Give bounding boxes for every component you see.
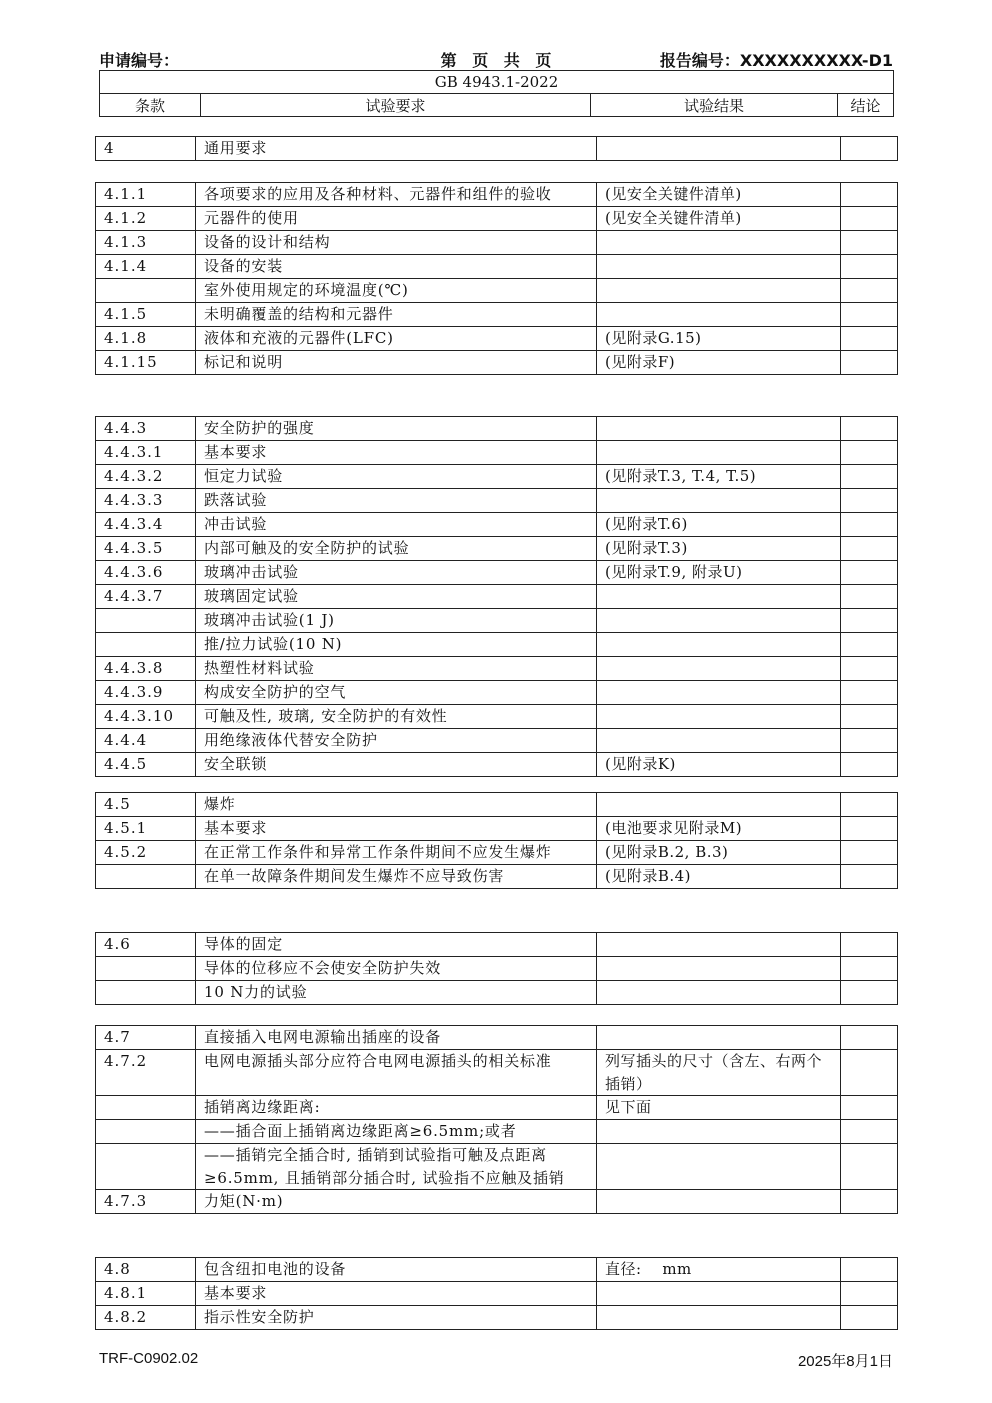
verdict-cell: [841, 633, 898, 657]
table-row: [96, 279, 898, 303]
verdict-cell: [841, 793, 898, 817]
verdict-cell: [841, 231, 898, 255]
clause-cell: 4.7.2: [96, 1050, 196, 1096]
clause-cell: 4.1.1: [96, 183, 196, 207]
verdict-cell: [841, 279, 898, 303]
requirement-cell: 指示性安全防护: [196, 1306, 597, 1330]
result-cell: [597, 657, 841, 681]
clause-cell: 4.7: [96, 1026, 196, 1050]
table-row: [96, 865, 898, 889]
result-cell: [597, 981, 841, 1005]
clause-cell: 4.6: [96, 933, 196, 957]
table-row: [96, 231, 898, 255]
table-row: [96, 489, 898, 513]
clause-cell: 4.1.3: [96, 231, 196, 255]
column-header-requirement: 试验要求: [201, 94, 591, 117]
result-cell: (见附录B.4): [597, 865, 841, 889]
verdict-cell: [841, 1144, 898, 1190]
verdict-cell: [841, 841, 898, 865]
result-cell: (见附录T.3): [597, 537, 841, 561]
table-row: [96, 609, 898, 633]
clause-cell: 4.4.3.6: [96, 561, 196, 585]
clause-cell: 4.4.3.5: [96, 537, 196, 561]
result-cell: [597, 441, 841, 465]
result-cell: 见下面: [597, 1096, 841, 1120]
table-row: [96, 729, 898, 753]
verdict-cell: [841, 207, 898, 231]
result-cell: (见附录T.3, T.4, T.5): [597, 465, 841, 489]
verdict-cell: [841, 705, 898, 729]
verdict-cell: [841, 609, 898, 633]
requirement-cell: 冲击试验: [196, 513, 597, 537]
requirement-cell: 推/拉力试验(10 N): [196, 633, 597, 657]
clause-cell: 4.4.3.1: [96, 441, 196, 465]
table-row: [96, 417, 898, 441]
requirement-cell: ——插销完全插合时, 插销到试验指可触及点距离≥6.5mm, 且插销部分插合时, 试验指不应触及插销: [196, 1144, 597, 1190]
table-row: [96, 1144, 898, 1190]
requirement-cell: 导体的位移应不会使安全防护失效: [196, 957, 597, 981]
standard-number: GB 4943.1-2022: [100, 71, 894, 94]
result-cell: [597, 609, 841, 633]
verdict-cell: [841, 1120, 898, 1144]
table-row: [96, 303, 898, 327]
table-row: [96, 817, 898, 841]
column-header-verdict: 结论: [838, 94, 894, 117]
requirement-cell: 直接插入电网电源输出插座的设备: [196, 1026, 597, 1050]
verdict-cell: [841, 137, 898, 161]
result-cell: [597, 729, 841, 753]
clause-cell: 4.1.2: [96, 207, 196, 231]
verdict-cell: [841, 681, 898, 705]
clause-cell: 4.4.3.8: [96, 657, 196, 681]
result-cell: [597, 1144, 841, 1190]
result-cell: [597, 417, 841, 441]
requirement-cell: 内部可触及的安全防护的试验: [196, 537, 597, 561]
section-table: [95, 416, 898, 777]
section-table: [95, 792, 898, 889]
requirement-cell: 安全联锁: [196, 753, 597, 777]
clause-cell: 4.5.2: [96, 841, 196, 865]
table-row: [96, 137, 898, 161]
requirement-cell: 玻璃冲击试验(1 J): [196, 609, 597, 633]
clause-cell: 4.1.5: [96, 303, 196, 327]
table-row: [96, 183, 898, 207]
verdict-cell: [841, 441, 898, 465]
clause-cell: 4.5: [96, 793, 196, 817]
verdict-cell: [841, 1026, 898, 1050]
result-cell: [597, 231, 841, 255]
clause-cell: [96, 957, 196, 981]
verdict-cell: [841, 957, 898, 981]
result-cell: [597, 681, 841, 705]
requirement-cell: 跌落试验: [196, 489, 597, 513]
table-row: [96, 513, 898, 537]
verdict-cell: [841, 981, 898, 1005]
table-row: [96, 1258, 898, 1282]
requirement-cell: 液体和充液的元器件(LFC): [196, 327, 597, 351]
table-row: [96, 957, 898, 981]
verdict-cell: [841, 817, 898, 841]
clause-cell: 4.4.3.7: [96, 585, 196, 609]
table-row: [96, 681, 898, 705]
requirement-cell: 导体的固定: [196, 933, 597, 957]
result-cell: [597, 303, 841, 327]
requirement-cell: 10 N力的试验: [196, 981, 597, 1005]
clause-cell: [96, 633, 196, 657]
requirement-cell: 玻璃固定试验: [196, 585, 597, 609]
requirement-cell: 通用要求: [196, 137, 597, 161]
clause-cell: [96, 981, 196, 1005]
clause-cell: 4.7.3: [96, 1190, 196, 1214]
table-row: [96, 705, 898, 729]
clause-cell: [96, 1096, 196, 1120]
result-cell: (见附录G.15): [597, 327, 841, 351]
table-row: [96, 1026, 898, 1050]
table-row: [96, 981, 898, 1005]
verdict-cell: [841, 183, 898, 207]
requirement-cell: 在正常工作条件和异常工作条件期间不应发生爆炸: [196, 841, 597, 865]
clause-cell: 4.4.4: [96, 729, 196, 753]
clause-cell: 4: [96, 137, 196, 161]
verdict-cell: [841, 1050, 898, 1096]
table-row: [96, 633, 898, 657]
requirement-cell: 元器件的使用: [196, 207, 597, 231]
verdict-cell: [841, 561, 898, 585]
result-cell: 列写插头的尺寸（含左、右两个插销）: [597, 1050, 841, 1096]
requirement-cell: 安全防护的强度: [196, 417, 597, 441]
verdict-cell: [841, 657, 898, 681]
form-code: TRF-C0902.02: [99, 1350, 199, 1367]
clause-cell: 4.1.4: [96, 255, 196, 279]
table-row: [96, 441, 898, 465]
verdict-cell: [841, 933, 898, 957]
clause-cell: 4.8: [96, 1258, 196, 1282]
requirement-cell: 设备的安装: [196, 255, 597, 279]
section-table: [95, 1025, 898, 1214]
result-cell: [597, 793, 841, 817]
column-header-clause: 条款: [100, 94, 201, 117]
result-cell: [597, 137, 841, 161]
verdict-cell: [841, 1096, 898, 1120]
table-row: [96, 1282, 898, 1306]
table-row: [96, 1306, 898, 1330]
result-cell: [597, 1282, 841, 1306]
clause-cell: 4.8.1: [96, 1282, 196, 1306]
table-row: [96, 1096, 898, 1120]
table-header: [99, 70, 894, 117]
requirement-cell: 包含纽扣电池的设备: [196, 1258, 597, 1282]
table-row: [96, 465, 898, 489]
requirement-cell: 基本要求: [196, 817, 597, 841]
section-table: [95, 182, 898, 375]
requirement-cell: 构成安全防护的空气: [196, 681, 597, 705]
result-cell: (电池要求见附录M): [597, 817, 841, 841]
result-cell: [597, 633, 841, 657]
verdict-cell: [841, 465, 898, 489]
table-row: [96, 933, 898, 957]
requirement-cell: 在单一故障条件期间发生爆炸不应导致伤害: [196, 865, 597, 889]
clause-cell: [96, 865, 196, 889]
verdict-cell: [841, 327, 898, 351]
verdict-cell: [841, 513, 898, 537]
result-cell: (见附录K): [597, 753, 841, 777]
verdict-cell: [841, 351, 898, 375]
result-cell: [597, 957, 841, 981]
table-row: [96, 793, 898, 817]
verdict-cell: [841, 1282, 898, 1306]
result-cell: 直径: mm: [597, 1258, 841, 1282]
requirement-cell: 基本要求: [196, 441, 597, 465]
result-cell: [597, 279, 841, 303]
requirement-cell: 力矩(N·m): [196, 1190, 597, 1214]
section-table: [95, 136, 898, 161]
requirement-cell: 室外使用规定的环境温度(℃): [196, 279, 597, 303]
verdict-cell: [841, 489, 898, 513]
requirement-cell: 各项要求的应用及各种材料、元器件和组件的验收: [196, 183, 597, 207]
requirement-cell: 可触及性, 玻璃, 安全防护的有效性: [196, 705, 597, 729]
verdict-cell: [841, 1190, 898, 1214]
result-cell: [597, 1026, 841, 1050]
result-cell: (见附录T.9, 附录U): [597, 561, 841, 585]
table-row: [96, 1050, 898, 1096]
requirement-cell: 热塑性材料试验: [196, 657, 597, 681]
result-cell: [597, 933, 841, 957]
clause-cell: 4.4.3.3: [96, 489, 196, 513]
requirement-cell: ——插合面上插销离边缘距离≥6.5mm;或者: [196, 1120, 597, 1144]
table-row: [96, 753, 898, 777]
table-row: [96, 561, 898, 585]
page-header: [99, 48, 893, 70]
result-cell: [597, 1190, 841, 1214]
clause-cell: 4.5.1: [96, 817, 196, 841]
table-row: [96, 657, 898, 681]
table-row: [96, 537, 898, 561]
page-footer: [99, 1350, 893, 1370]
verdict-cell: [841, 585, 898, 609]
page-number-label: 第 页 共 页: [440, 51, 552, 70]
result-cell: (见安全关键件清单): [597, 183, 841, 207]
clause-cell: 4.4.5: [96, 753, 196, 777]
table-row: [96, 351, 898, 375]
result-cell: [597, 489, 841, 513]
clause-cell: [96, 279, 196, 303]
clause-cell: [96, 1144, 196, 1190]
verdict-cell: [841, 417, 898, 441]
clause-cell: 4.1.15: [96, 351, 196, 375]
verdict-cell: [841, 1258, 898, 1282]
footer-date: 2025年8月1日: [797, 1353, 893, 1370]
clause-cell: 4.4.3: [96, 417, 196, 441]
requirement-cell: 未明确覆盖的结构和元器件: [196, 303, 597, 327]
requirement-cell: 恒定力试验: [196, 465, 597, 489]
requirement-cell: 玻璃冲击试验: [196, 561, 597, 585]
clause-cell: 4.4.3.4: [96, 513, 196, 537]
clause-cell: 4.4.3.2: [96, 465, 196, 489]
result-cell: (见附录T.6): [597, 513, 841, 537]
result-cell: (见附录F): [597, 351, 841, 375]
requirement-cell: 爆炸: [196, 793, 597, 817]
application-number-label: 申请编号：: [99, 51, 180, 70]
requirement-cell: 标记和说明: [196, 351, 597, 375]
requirement-cell: 插销离边缘距离:: [196, 1096, 597, 1120]
section-table: [95, 932, 898, 1005]
section-table: [95, 1257, 898, 1330]
table-row: [96, 841, 898, 865]
clause-cell: [96, 1120, 196, 1144]
result-cell: (见附录B.2, B.3): [597, 841, 841, 865]
result-cell: [597, 255, 841, 279]
column-header-result: 试验结果: [591, 94, 838, 117]
table-row: [96, 585, 898, 609]
table-row: [96, 1190, 898, 1214]
result-cell: [597, 585, 841, 609]
clause-cell: 4.1.8: [96, 327, 196, 351]
verdict-cell: [841, 255, 898, 279]
clause-cell: 4.4.3.9: [96, 681, 196, 705]
requirement-cell: 电网电源插头部分应符合电网电源插头的相关标准: [196, 1050, 597, 1096]
verdict-cell: [841, 729, 898, 753]
report-number-label: 报告编号：XXXXXXXXXX-D1: [659, 51, 893, 70]
result-cell: [597, 1306, 841, 1330]
table-row: [96, 207, 898, 231]
table-row: [96, 255, 898, 279]
verdict-cell: [841, 753, 898, 777]
table-row: [96, 327, 898, 351]
result-cell: [597, 705, 841, 729]
verdict-cell: [841, 1306, 898, 1330]
requirement-cell: 用绝缘液体代替安全防护: [196, 729, 597, 753]
clause-cell: 4.8.2: [96, 1306, 196, 1330]
clause-cell: [96, 609, 196, 633]
verdict-cell: [841, 537, 898, 561]
clause-cell: 4.4.3.10: [96, 705, 196, 729]
verdict-cell: [841, 303, 898, 327]
result-cell: [597, 1120, 841, 1144]
requirement-cell: 基本要求: [196, 1282, 597, 1306]
verdict-cell: [841, 865, 898, 889]
requirement-cell: 设备的设计和结构: [196, 231, 597, 255]
result-cell: (见安全关键件清单): [597, 207, 841, 231]
table-row: [96, 1120, 898, 1144]
